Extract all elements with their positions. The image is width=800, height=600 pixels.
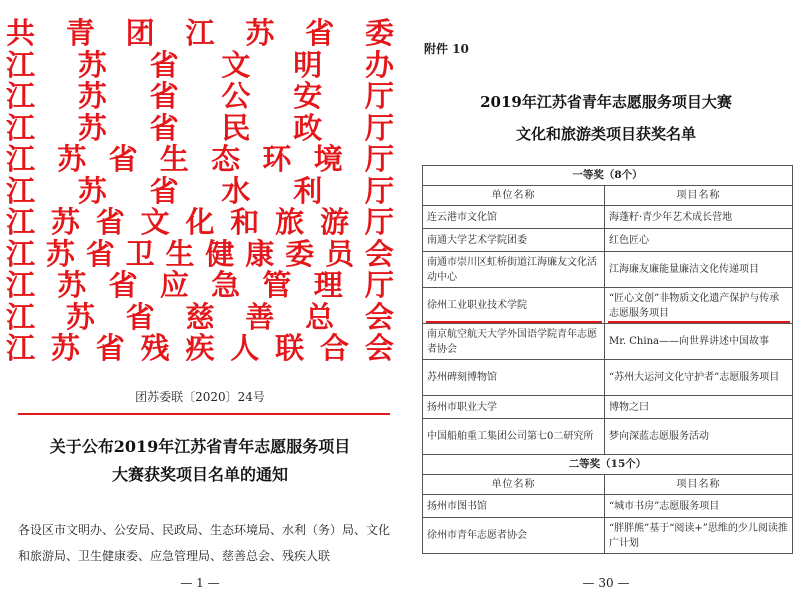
project-name-cell: 梦向深蓝志愿服务活动 [605, 419, 793, 455]
organization-line: 江 苏 省 公 安 厅 [6, 79, 394, 114]
unit-name-cell: 扬州市图书馆 [423, 495, 605, 518]
table-row [423, 206, 793, 229]
award-list-title [412, 86, 800, 150]
table-row [423, 324, 793, 360]
award-table [422, 165, 793, 554]
notice-body-text: 各设区市文明办、公安局、民政局、生态环境局、水利（务）局、文化和旅游局、卫生健康委、应急管理局、慈善总会、残疾人联 [18, 523, 391, 563]
table-row [423, 518, 793, 554]
table-row [423, 396, 793, 419]
page-number-right: — 30 — [582, 576, 630, 590]
page-number-left: — 1 — [180, 576, 220, 590]
header-project-name: 项目名称 [605, 186, 793, 206]
organization-line: 江 苏 省 应 急 管 理 厅 [6, 268, 394, 303]
table-row [423, 288, 793, 324]
organization-line: 江 苏 省 文 明 办 [6, 47, 394, 82]
project-name-cell: “胖胖熊”基于“阅读+”思维的少儿阅读推广计划 [605, 518, 793, 554]
organization-line: 江 苏 省 生 态 环 境 厅 [6, 142, 394, 177]
table-header-row [423, 186, 793, 206]
unit-name-cell: 中国船舶重工集团公司第七0二研究所 [423, 419, 605, 455]
red-divider-line [18, 413, 390, 415]
table-header-row [423, 475, 793, 495]
header-unit-name: 单位名称 [423, 186, 605, 206]
unit-name-cell: 扬州市职业大学 [423, 396, 605, 419]
project-name-cell: 海蓬籽·青少年艺术成长营地 [605, 206, 793, 229]
table-row [423, 419, 793, 455]
issuing-organizations [6, 18, 394, 365]
second-prize-tier-row [423, 455, 793, 475]
second-prize-label: 二等奖（15个） [423, 455, 793, 475]
project-name-cell: 江海廉友廉能量廉洁文化传递项目 [605, 252, 793, 288]
project-name-cell: 博物之曰 [605, 396, 793, 419]
first-prize-label: 一等奖（8个） [423, 166, 793, 186]
red-underline-highlight [426, 321, 602, 323]
first-prize-tier-row [423, 166, 793, 186]
attachment-label: 附件 10 [424, 42, 469, 56]
project-name-cell: “匠心文创”非物质文化遗产保护与传承志愿服务项目 [605, 288, 793, 324]
unit-name-cell: 徐州工业职业技术学院 [423, 288, 605, 324]
award-list-title-line-1: 2019年江苏省青年志愿服务项目大赛 [480, 93, 732, 111]
unit-name-cell: 南京航空航天大学外国语学院青年志愿者协会 [423, 324, 605, 360]
red-underline-highlight [608, 321, 790, 323]
project-name-cell: Mr. China——向世界讲述中国故事 [605, 324, 793, 360]
unit-name-cell: 苏州碑刻博物馆 [423, 360, 605, 396]
header-project-name: 项目名称 [605, 475, 793, 495]
table-row [423, 229, 793, 252]
unit-name-cell: 徐州市青年志愿者协会 [423, 518, 605, 554]
notice-title [0, 433, 400, 489]
award-list-title-line-2: 文化和旅游类项目获奖名单 [515, 125, 696, 143]
organization-line: 江 苏 省 文 化 和 旅 游 厅 [6, 205, 394, 240]
organization-line: 共 青 团 江 苏 省 委 [6, 16, 394, 51]
unit-name-cell: 南通大学艺术学院团委 [423, 229, 605, 252]
organization-line: 江 苏 省 残 疾 人 联 合 会 [6, 331, 394, 366]
table-row [423, 360, 793, 396]
notice-title-line-2: 大赛获奖项目名单的通知 [111, 465, 288, 484]
page-gutter [400, 0, 412, 600]
project-name-cell: “苏州大运河文化守护者”志愿服务项目 [605, 360, 793, 396]
right-page [412, 0, 800, 600]
unit-name-cell: 南通市崇川区虹桥街道江海廉友文化活动中心 [423, 252, 605, 288]
organization-line: 江 苏 省 民 政 厅 [6, 110, 394, 145]
notice-title-line-1: 关于公布2019年江苏省青年志愿服务项目 [49, 437, 351, 456]
organization-line: 江 苏 省 水 利 厅 [6, 173, 394, 208]
document-number: 团苏委联〔2020〕24号 [135, 390, 265, 404]
organization-line: 江 苏 省 慈 善 总 会 [6, 299, 394, 334]
table-row [423, 495, 793, 518]
table-row [423, 252, 793, 288]
project-name-cell: 红色匠心 [605, 229, 793, 252]
project-name-cell: “城市书房”志愿服务项目 [605, 495, 793, 518]
header-unit-name: 单位名称 [423, 475, 605, 495]
organization-line: 江 苏 省 卫 生 健 康 委 员 会 [6, 236, 394, 271]
unit-name-cell: 连云港市文化馆 [423, 206, 605, 229]
